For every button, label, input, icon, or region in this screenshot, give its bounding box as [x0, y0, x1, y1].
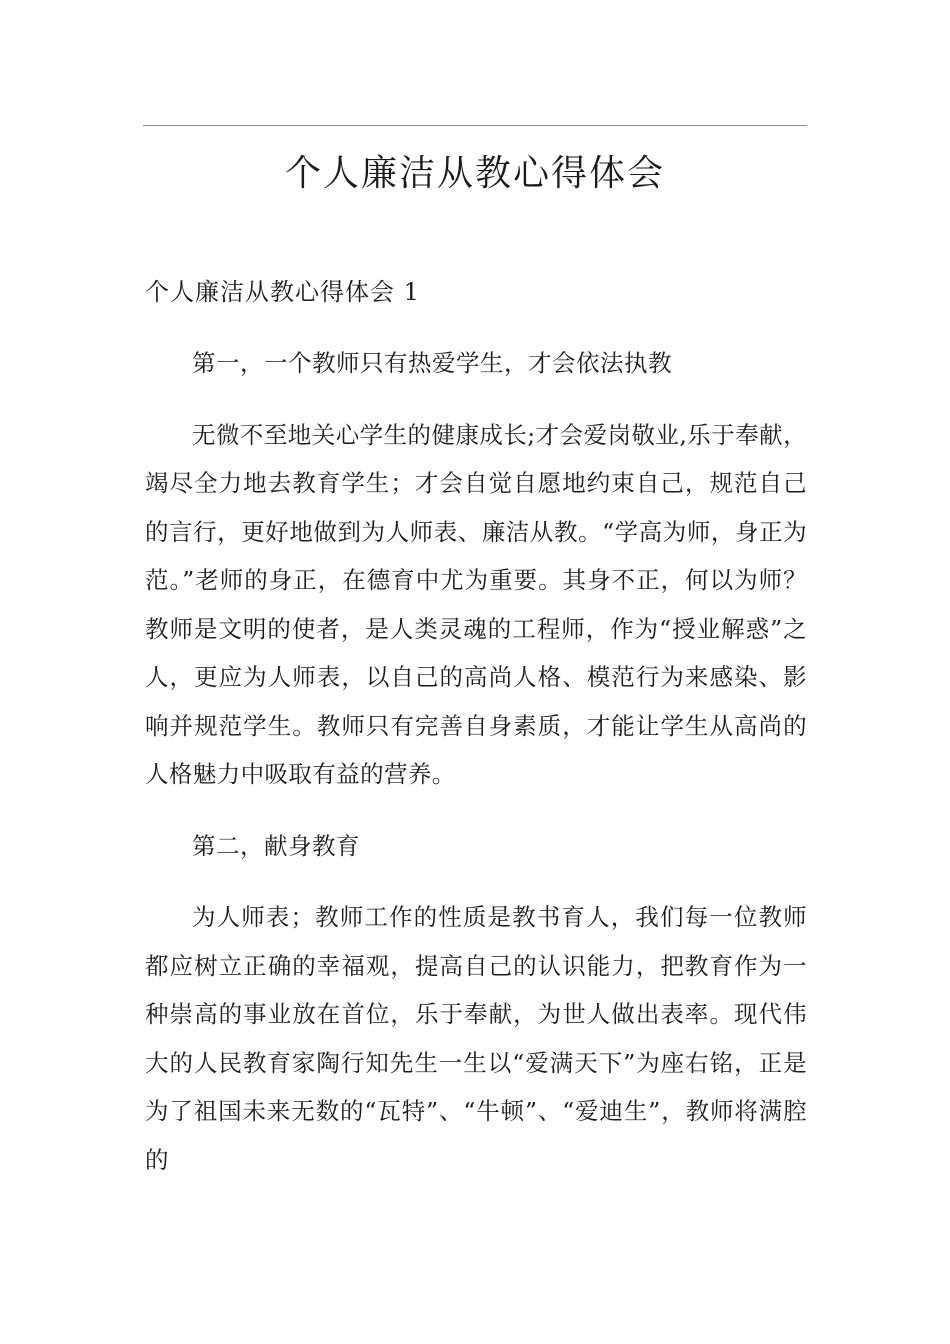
- document-body: [145, 268, 807, 1207]
- paragraph: 无微不至地关心学生的健康成长;才会爱岗敬业,乐于奉献，竭尽全力地去教育学生；才会自觉自愿地约束自己，规范自己的言行，更好地做到为人师表、廉洁从教。“学高为师，身正为范。”老师的身正，在德育中尤为重要。其身不正，何以为师？教师是文明的使者，是人类灵魂的工程师，作为“授业解惑”之人，更应为人师表，以自己的高尚人格、模范行为来感染、影响并规范学生。教师只有完善自身素质，才能让学生从高尚的人格魅力中吸取有益的营养。: [145, 420, 807, 788]
- paragraph: 为人师表；教师工作的性质是教书育人，我们每一位教师都应树立正确的幸福观，提高自己的认识能力，把教育作为一种崇高的事业放在首位，乐于奉献，为世人做出表率。现代伟大的人民教育家陶行知先生一生以“爱满天下”为座右铭，正是为了祖国未来无数的“瓦特”、“牛顿”、“爱迪生”，教师将满腔的: [145, 903, 807, 1174]
- header-rule: [143, 125, 807, 126]
- section-heading: 个人廉洁从教心得体会 1: [145, 278, 420, 306]
- document-title: 个人廉洁从教心得体会: [284, 153, 665, 194]
- point-one-heading: 第一，一个教师只有热爱学生，才会依法执教: [192, 349, 672, 377]
- point-two-heading: 第二，献身教育: [192, 831, 360, 860]
